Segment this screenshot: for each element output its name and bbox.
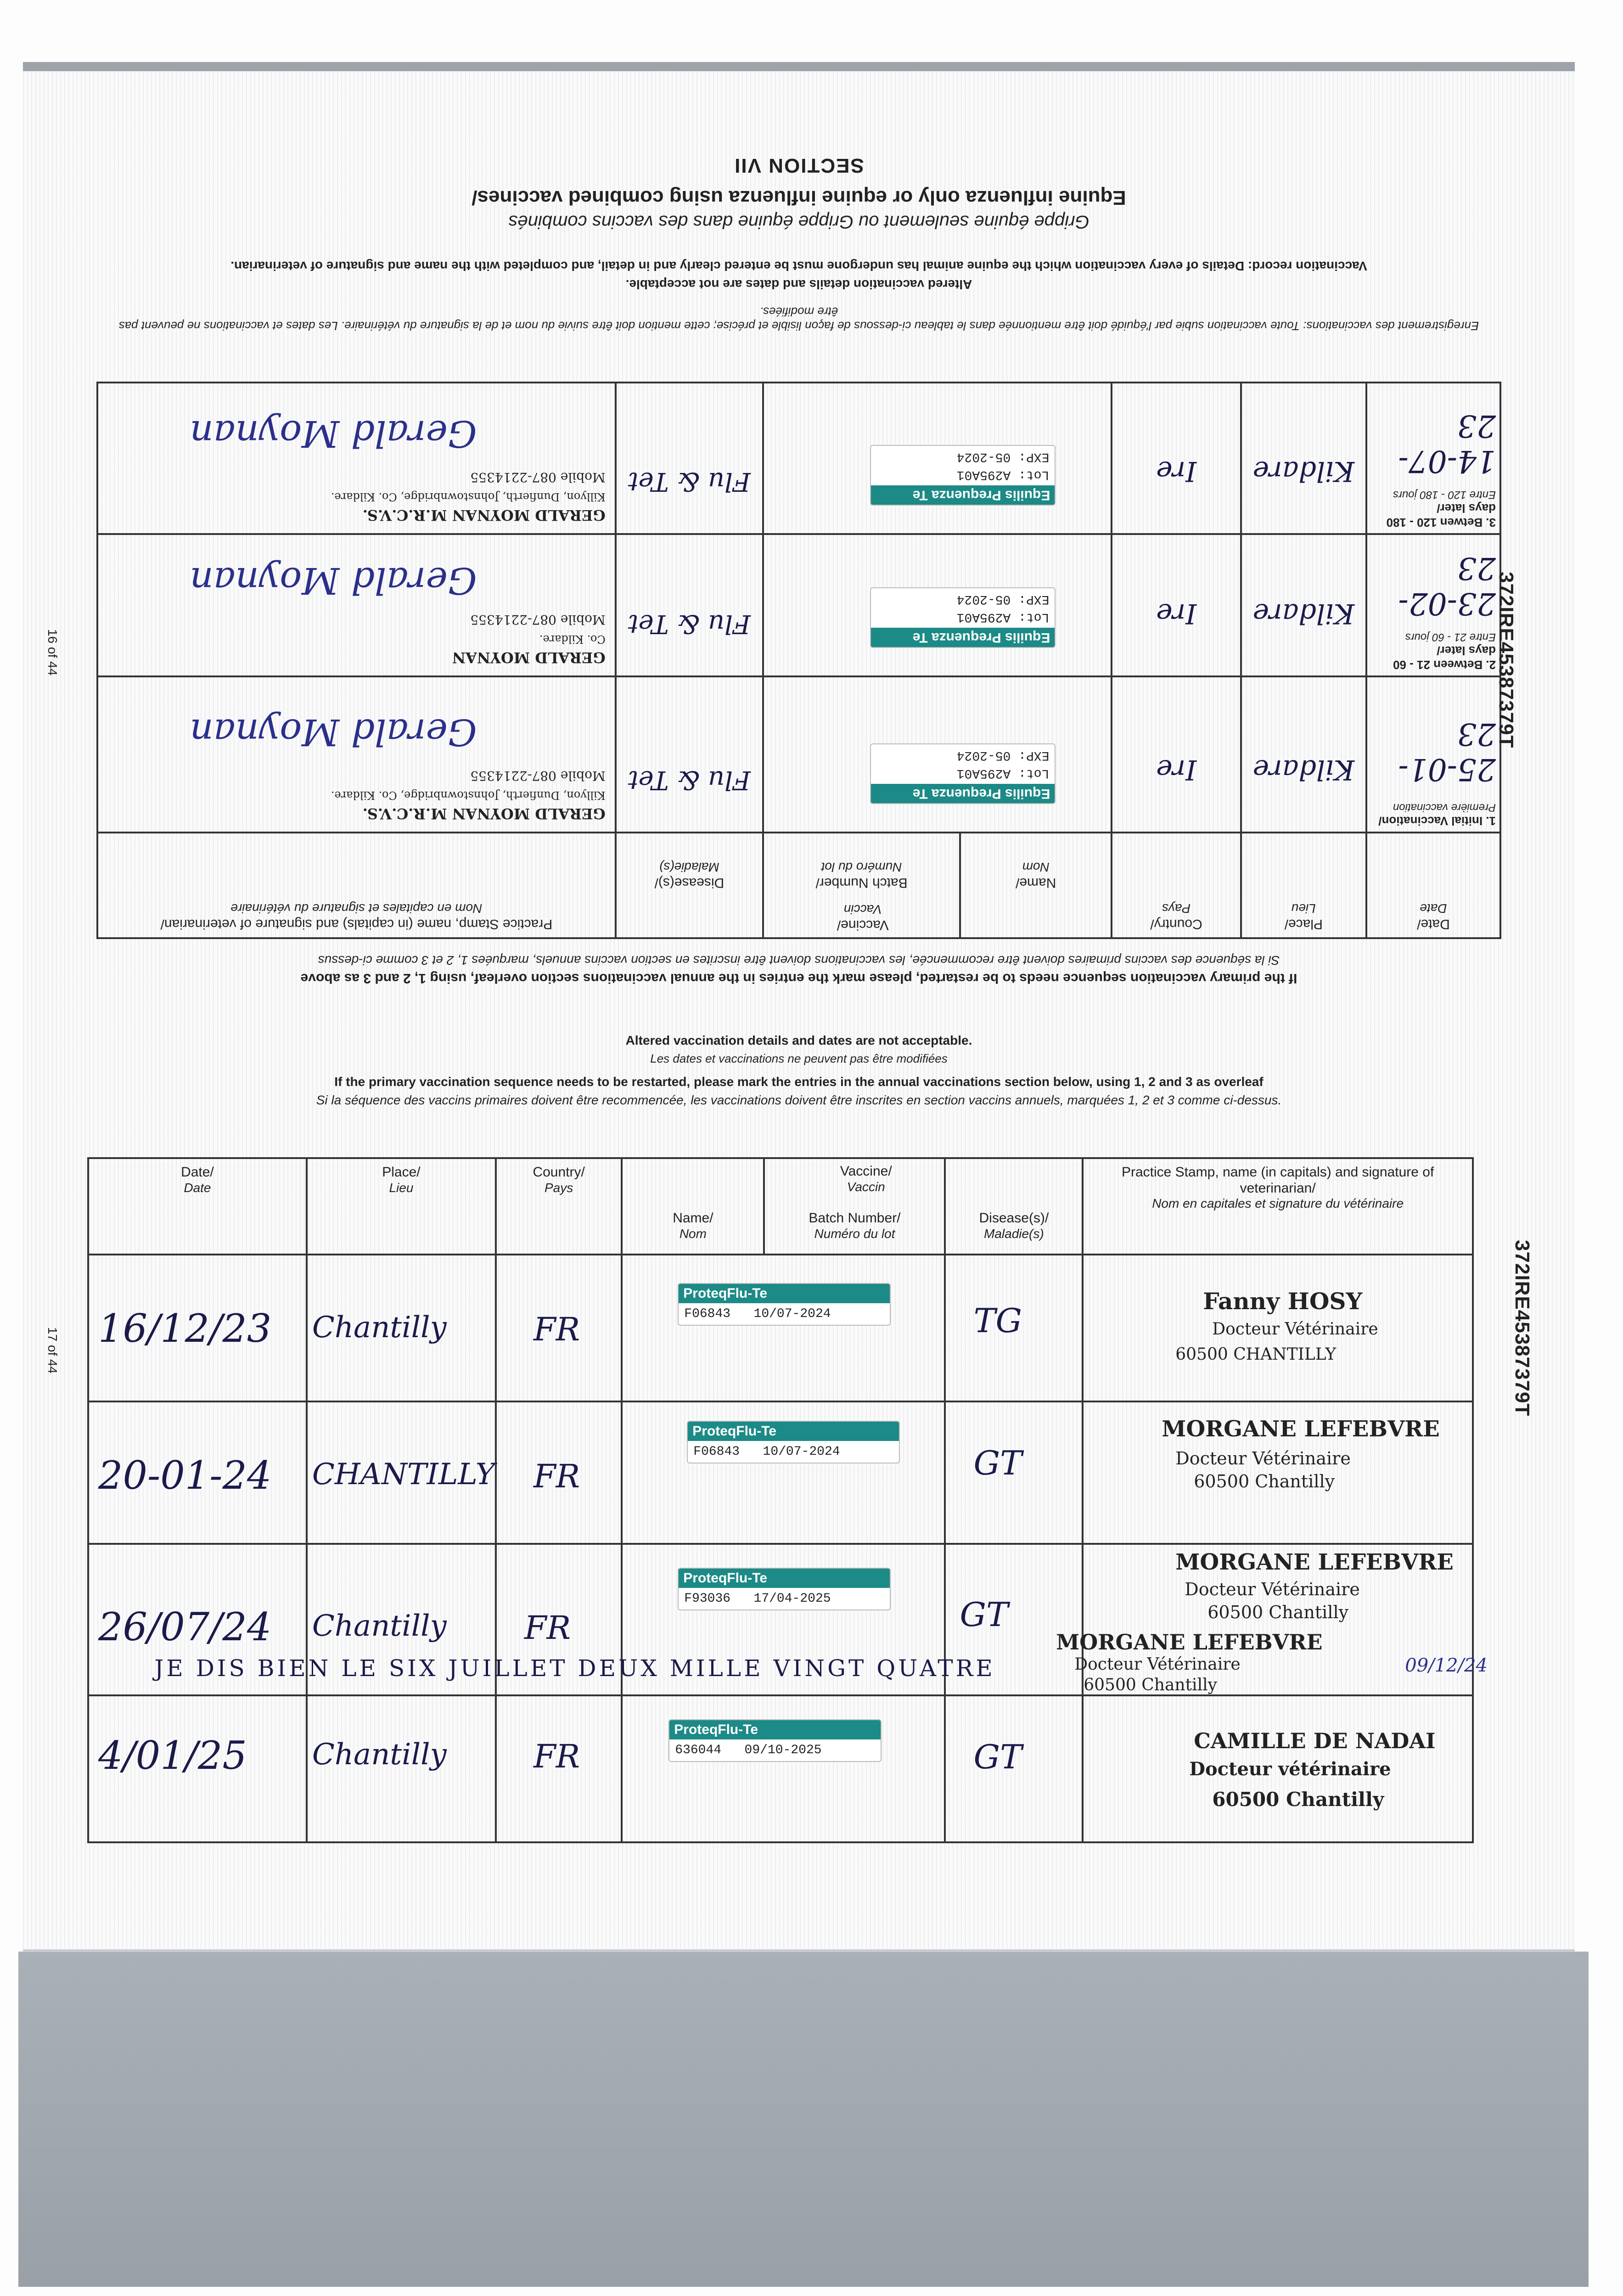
bottom-row-4-sticker-brand: ProteqFlu-Te <box>669 1720 881 1739</box>
top-row-1-signature: Gerald Moynan <box>190 711 477 754</box>
bottom-row-1 <box>88 1255 1473 1401</box>
top-row-1 <box>97 676 1500 833</box>
top-row-1-exp: EXP: 05-2024 <box>956 748 1050 762</box>
bottom-row-3-correction-initial: 09/12/24 <box>1405 1655 1488 1676</box>
bottom-row-1-sticker-brand: ProteqFlu-Te <box>679 1284 890 1303</box>
bottom-row-4-exp: 09/10-2025 <box>744 1743 822 1757</box>
bottom-row-4-place: Chantilly <box>312 1738 447 1772</box>
bottom-row-3-exp: 17/04-2025 <box>753 1592 831 1606</box>
top-row-1-disease: Flu & Tet <box>628 765 751 795</box>
bottom-row-1-stamp-city: 60500 CHANTILLY <box>1175 1345 1337 1364</box>
bottom-row-2-sticker <box>687 1421 900 1463</box>
page-17 <box>23 992 1575 1952</box>
top-row-1-label: 1. Initial Vaccination/ Première vaccination 25-01-23 <box>1366 676 1500 833</box>
bottom-row-2-stamp-name: MORGANE LEFEBVRE <box>1162 1416 1440 1442</box>
bottom-row-1-lot: F06843 <box>684 1307 731 1321</box>
top-row-3-signature: Gerald Moynan <box>190 412 477 455</box>
bottom-altered-en: Altered vaccination details and dates are not acceptable. <box>625 1033 972 1047</box>
bottom-row-3-country: FR <box>524 1609 571 1647</box>
top-row-2-stamp-address: Co. Kildare. <box>539 633 606 646</box>
bottom-row-1-stamp-name: Fanny HOSY <box>1203 1288 1363 1315</box>
bottom-row-4-lot: 636044 <box>675 1743 722 1757</box>
top-row-1-lot: Lot: A295A01 <box>956 766 1050 780</box>
top-header-batch: Batch Number/ Numéro du lot <box>763 833 960 938</box>
top-row-2 <box>97 534 1500 676</box>
top-row-1-sticker-brand: Equilis Prequenza Te <box>871 784 1055 803</box>
top-row-2-date: 23-02-23 <box>1398 551 1496 621</box>
bottom-row-3-correction-stamp-city: 60500 Chantilly <box>1084 1676 1217 1694</box>
top-row-3-stamp-phone: Mobile 087-2214355 <box>470 470 606 485</box>
bottom-row-2-date: 20-01-24 <box>98 1453 272 1498</box>
top-page-number: 16 of 44 <box>45 629 60 676</box>
top-row-3-stamp: GERALD MOYNAN M.R.C.V.S. <box>362 506 606 524</box>
top-header-date: Date/ Date <box>1366 833 1500 938</box>
top-primary-note-en: If the primary vaccination sequence needs to be restarted, please mark the entries in the annual vaccinations section overleaf, using 1, 2 and 3 as above <box>300 971 1297 986</box>
top-primary-note-fr: Si la séquence des vaccins primaires doivent être recommencée, les vaccinations doivent être inscrites en section vaccins annuels, marquées 1, 2 et 3 comme ci-dessus <box>318 953 1280 968</box>
bottom-row-1-country: FR <box>533 1311 580 1348</box>
top-heading-fr: Grippe équine seulement ou Grippe équine dans des vaccins combinés <box>508 212 1089 232</box>
top-row-3-lot: Lot: A295A01 <box>956 467 1050 482</box>
bottom-row-2-sticker-brand: ProteqFlu-Te <box>688 1422 899 1441</box>
top-row-3-sticker-brand: Equilis Prequenza Te <box>871 485 1055 505</box>
bottom-row-1-place: Chantilly <box>312 1311 447 1345</box>
bottom-row-4-sticker <box>668 1719 882 1762</box>
bottom-row-3-disease: GT <box>960 1595 1009 1634</box>
bottom-row-3-stamp-title: Docteur Vétérinaire <box>1185 1579 1360 1599</box>
bottom-row-2-stamp-title: Docteur Vétérinaire <box>1175 1448 1351 1469</box>
bottom-row-3-stamp-name: MORGANE LEFEBVRE <box>1175 1549 1454 1575</box>
top-row-3-place: Kildare <box>1252 455 1355 487</box>
top-header-disease: Disease(s)/ Maladie(s) <box>616 833 763 938</box>
bottom-row-1-disease: TG <box>973 1301 1022 1340</box>
top-row-1-stamp: GERALD MOYNAN M.R.C.V.S. <box>362 805 606 822</box>
bottom-header-batch: Batch Number/ Numéro du lot <box>764 1158 945 1255</box>
bottom-row-4-country: FR <box>533 1738 580 1775</box>
bottom-row-1-stamp-title: Docteur Vétérinaire <box>1212 1320 1378 1339</box>
top-row-3 <box>97 383 1500 534</box>
bottom-row-3-place: Chantilly <box>312 1609 447 1643</box>
bottom-row-2-place: CHANTILLY <box>312 1458 495 1491</box>
top-header-vaccine-name: Name/ Nom Vaccine/ Vaccin <box>960 833 1112 938</box>
bottom-primary-note-fr: Si la séquence des vaccins primaires doivent être recommencée, les vaccinations doivent être inscrites en section vaccins annuels, marquées 1, 2 et 3 comme ci-dessus. <box>316 1093 1282 1107</box>
bottom-header-vaccine: Vaccine/ <box>840 1164 892 1179</box>
bottom-row-1-sticker <box>678 1283 891 1326</box>
top-row-2-exp: EXP: 05-2024 <box>956 592 1050 606</box>
top-heading-en: Equine influenza only or equine influenza using combined vaccines/ <box>472 186 1126 209</box>
top-row-2-label: 2. Between 21 - 60 days later/ Entre 21 - 60 jours 23-02-23 <box>1366 534 1500 676</box>
top-record-en: Vaccination record: Details of every vaccination which the equine animal has undergone must be entered clearly and in detail, and completed with the name and signature of veterinarian. <box>230 259 1367 273</box>
bottom-row-4-stamp-title: Docteur vétérinaire <box>1189 1758 1391 1780</box>
bottom-row-3-sticker-brand: ProteqFlu-Te <box>679 1569 890 1588</box>
bottom-vaccination-table <box>87 1157 1488 1843</box>
top-id-code: 372IRE45387379T <box>1495 572 1517 748</box>
scan-bed-area <box>18 1952 1589 2287</box>
bottom-row-4-date: 4/01/25 <box>98 1733 247 1778</box>
bottom-row-2 <box>88 1401 1473 1544</box>
top-row-2-sticker-brand: Equilis Prequenza Te <box>871 628 1055 647</box>
top-row-2-sticker <box>870 587 1056 648</box>
bottom-row-1-date: 16/12/23 <box>98 1306 272 1351</box>
bottom-row-3-stamp-city: 60500 Chantilly <box>1207 1602 1349 1622</box>
top-row-1-place: Kildare <box>1252 754 1355 786</box>
top-row-3-stamp-address: Killyon, Dunfierth, Johnstownbridge, Co. Kildare. <box>331 490 606 503</box>
top-row-3-exp: EXP: 05-2024 <box>956 450 1050 464</box>
bottom-row-2-disease: GT <box>973 1444 1022 1482</box>
bottom-header-disease: Disease(s)/ Maladie(s) <box>945 1158 1083 1255</box>
bottom-header-date: Date/ Date <box>88 1158 307 1255</box>
top-row-1-date: 25-01-23 <box>1398 716 1496 787</box>
bottom-page-number: 17 of 44 <box>45 1327 60 1374</box>
bottom-row-2-stamp-city: 60500 Chantilly <box>1194 1471 1335 1491</box>
bottom-row-4-stamp-city: 60500 Chantilly <box>1212 1788 1384 1811</box>
top-header-country: Country/ Pays <box>1112 833 1241 938</box>
bottom-row-4-stamp-name: CAMILLE DE NADAI <box>1194 1728 1436 1753</box>
bottom-header-stamp: Practice Stamp, name (in capitals) and signature of veterinarian/ Nom en capitales et signature du vétérinaire <box>1083 1158 1473 1255</box>
bottom-row-3-correction-text: JE DIS BIEN LE SIX JUILLET DEUX MILLE VINGT QUATRE <box>154 1655 995 1682</box>
top-row-3-sticker <box>870 445 1056 506</box>
top-row-3-label: 3. Betwen 120 - 180 days later/ Entre 120 - 180 jours 14-07-23 <box>1366 383 1500 534</box>
top-altered-en: Altered vaccination details and dates are not acceptable. <box>625 277 972 292</box>
top-record-fr: Enregistrement des vaccinations: Toute vaccination subie par l'équidé doit être mentionnée dans le tableau ci-dessous de façon lisible et précise; cette mention doit être suivie du nom et de la signature du vétérinaire. Les dates et vaccinations ne peuvent pas être modifiées. <box>118 305 1479 333</box>
bottom-row-1-exp: 10/07-2024 <box>753 1307 831 1321</box>
top-row-1-country: Ire <box>1156 754 1196 786</box>
bottom-row-2-exp: 10/07-2024 <box>763 1445 840 1459</box>
bottom-id-code: 372IRE45387379T <box>1511 1240 1533 1417</box>
top-row-2-stamp: GERALD MOYNAN <box>452 649 606 666</box>
top-vaccination-table <box>96 382 1501 939</box>
bottom-row-3-correction-stamp-name: MORGANE LEFEBVRE <box>1056 1630 1323 1654</box>
top-row-3-date: 14-07-23 <box>1398 408 1496 479</box>
top-row-1-sticker <box>870 743 1056 804</box>
top-row-2-disease: Flu & Tet <box>628 609 751 639</box>
bottom-row-2-country: FR <box>533 1458 580 1495</box>
top-header-vaccine: Vaccine/ <box>837 917 889 933</box>
bottom-primary-note-en: If the primary vaccination sequence needs to be restarted, please mark the entries in the annual vaccinations section below, using 1, 2 and 3 as overleaf <box>334 1075 1264 1089</box>
bottom-altered-fr: Les dates et vaccinations ne peuvent pas être modifiées <box>650 1052 948 1065</box>
bottom-header-country: Country/ Pays <box>496 1158 622 1255</box>
bottom-row-2-lot: F06843 <box>693 1445 740 1459</box>
top-row-2-place: Kildare <box>1252 597 1355 630</box>
top-row-2-stamp-phone: Mobile 087-2214355 <box>470 612 606 627</box>
bottom-header-place: Place/ Lieu <box>307 1158 496 1255</box>
bottom-row-4 <box>88 1695 1473 1842</box>
top-section-title: SECTION VII <box>734 154 864 177</box>
top-row-3-disease: Flu & Tet <box>628 467 751 496</box>
bottom-row-3-date: 26/07/24 <box>98 1604 272 1649</box>
top-row-2-lot: Lot: A295A01 <box>956 610 1050 624</box>
bottom-row-3-sticker <box>678 1568 891 1610</box>
top-header-stamp: Practice Stamp, name (in capitals) and signature of veterinarian/ Nom en capitales et signature du vétérinaire <box>97 833 616 938</box>
top-row-1-stamp-address: Killyon, Dunfierth, Johnstownbridge, Co. Kildare. <box>331 789 606 802</box>
bottom-row-3-lot: F93036 <box>684 1592 731 1606</box>
bottom-header-vaccine-name: Vaccine/ Vaccin Name/ Nom <box>622 1158 764 1255</box>
bottom-row-3-correction-stamp-title: Docteur Vétérinaire <box>1074 1655 1241 1674</box>
top-row-3-country: Ire <box>1156 455 1196 487</box>
bottom-row-3 <box>88 1544 1473 1695</box>
top-row-2-country: Ire <box>1156 597 1196 630</box>
top-row-2-signature: Gerald Moynan <box>190 559 477 602</box>
top-header-place: Place/ Lieu <box>1241 833 1366 938</box>
top-row-1-stamp-phone: Mobile 087-2214355 <box>470 768 606 783</box>
bottom-row-4-disease: GT <box>973 1738 1022 1776</box>
page-16-rotated-content <box>23 71 1575 999</box>
page-16 <box>23 62 1575 999</box>
